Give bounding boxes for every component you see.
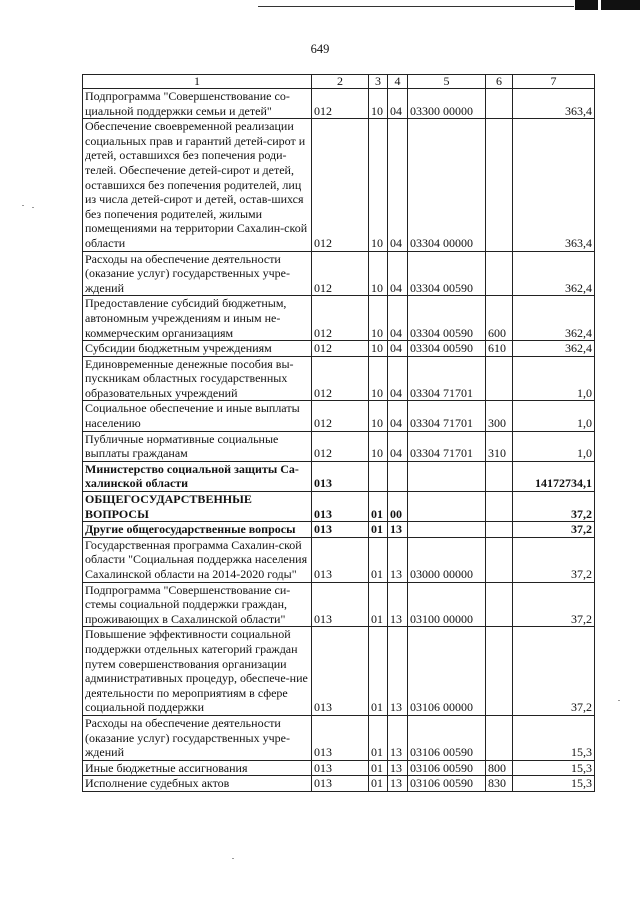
row-expense-type-cell (486, 627, 513, 716)
row-amount-cell: 1,0 (513, 401, 595, 431)
scan-speck (22, 205, 24, 206)
header-cell: 1 (83, 75, 312, 89)
row-target-article-cell: 03106 00590 (408, 776, 486, 792)
row-amount-cell: 15,3 (513, 760, 595, 776)
row-expense-type-cell: 610 (486, 341, 513, 357)
table-row (83, 492, 595, 522)
row-name-cell: Единовременные денежные пособия вы-пускникам областных государственных образовательных учреждений (83, 356, 312, 401)
row-ministry-code-cell: 013 (312, 776, 369, 792)
row-ministry-code-cell: 012 (312, 296, 369, 341)
table-row (83, 119, 595, 251)
row-name-cell: Расходы на обеспечение деятельности (оказание услуг) государственных учре-ждений (83, 715, 312, 760)
row-ministry-code-cell: 012 (312, 119, 369, 251)
row-ministry-code-cell: 012 (312, 341, 369, 357)
row-subsection-cell: 04 (388, 401, 408, 431)
table-row (83, 431, 595, 461)
table-row (83, 627, 595, 716)
row-amount-cell: 363,4 (513, 89, 595, 119)
table-row (83, 715, 595, 760)
row-target-article-cell (408, 522, 486, 538)
row-name-cell: ОБЩЕГОСУДАРСТВЕННЫЕ ВОПРОСЫ (83, 492, 312, 522)
scan-speck (618, 700, 620, 701)
budget-table (82, 74, 595, 792)
row-amount-cell: 362,4 (513, 341, 595, 357)
row-ministry-code-cell: 012 (312, 89, 369, 119)
row-expense-type-cell: 830 (486, 776, 513, 792)
row-ministry-code-cell: 012 (312, 431, 369, 461)
table-row (83, 401, 595, 431)
row-subsection-cell: 04 (388, 251, 408, 296)
row-target-article-cell: 03100 00000 (408, 582, 486, 627)
row-ministry-code-cell: 013 (312, 461, 369, 491)
table-row (83, 537, 595, 582)
row-ministry-code-cell: 013 (312, 582, 369, 627)
row-target-article-cell: 03000 00000 (408, 537, 486, 582)
table-row (83, 89, 595, 119)
row-expense-type-cell (486, 537, 513, 582)
row-amount-cell: 15,3 (513, 776, 595, 792)
row-target-article-cell: 03304 71701 (408, 431, 486, 461)
row-expense-type-cell: 300 (486, 401, 513, 431)
row-amount-cell: 37,2 (513, 537, 595, 582)
row-section-cell: 01 (369, 715, 388, 760)
row-expense-type-cell: 600 (486, 296, 513, 341)
row-amount-cell: 15,3 (513, 715, 595, 760)
row-expense-type-cell (486, 119, 513, 251)
row-section-cell: 10 (369, 356, 388, 401)
row-subsection-cell: 04 (388, 119, 408, 251)
row-section-cell: 01 (369, 582, 388, 627)
header-cell: 6 (486, 75, 513, 89)
scan-speck (232, 858, 234, 859)
row-amount-cell: 14172734,1 (513, 461, 595, 491)
row-section-cell: 10 (369, 341, 388, 357)
row-target-article-cell: 03304 00000 (408, 119, 486, 251)
row-subsection-cell: 04 (388, 431, 408, 461)
row-name-cell: Субсидии бюджетным учреждениям (83, 341, 312, 357)
row-subsection-cell: 13 (388, 776, 408, 792)
row-amount-cell: 37,2 (513, 492, 595, 522)
row-target-article-cell (408, 492, 486, 522)
row-section-cell: 01 (369, 522, 388, 538)
header-cell: 5 (408, 75, 486, 89)
row-name-cell: Министерство социальной защиты Са-халинской области (83, 461, 312, 491)
header-cell: 4 (388, 75, 408, 89)
row-target-article-cell: 03106 00590 (408, 715, 486, 760)
row-subsection-cell: 13 (388, 582, 408, 627)
row-name-cell: Подпрограмма "Совершенствование со-циальной поддержки семьи и детей" (83, 89, 312, 119)
row-name-cell: Подпрограмма "Совершенствование си-стемы социальной поддержки граждан, проживающих в Сахалинской области" (83, 582, 312, 627)
row-section-cell: 10 (369, 431, 388, 461)
row-section-cell (369, 461, 388, 491)
row-target-article-cell: 03106 00000 (408, 627, 486, 716)
row-target-article-cell: 03304 00590 (408, 251, 486, 296)
header-row (83, 75, 595, 89)
row-target-article-cell (408, 461, 486, 491)
row-name-cell: Повышение эффективности социальной поддержки отдельных категорий граждан путем совершенствования организации административных процедур, обеспече-ние деятельности по мероприятиям в сфере социальной поддержки (83, 627, 312, 716)
row-expense-type-cell (486, 461, 513, 491)
row-amount-cell: 37,2 (513, 522, 595, 538)
row-section-cell: 01 (369, 776, 388, 792)
row-subsection-cell: 00 (388, 492, 408, 522)
row-subsection-cell: 13 (388, 715, 408, 760)
table-row (83, 251, 595, 296)
row-ministry-code-cell: 013 (312, 537, 369, 582)
row-target-article-cell: 03304 00590 (408, 296, 486, 341)
row-name-cell: Другие общегосударственные вопросы (83, 522, 312, 538)
row-expense-type-cell (486, 522, 513, 538)
header-rule (258, 6, 574, 7)
row-ministry-code-cell: 013 (312, 627, 369, 716)
row-amount-cell: 362,4 (513, 296, 595, 341)
row-target-article-cell: 03304 00590 (408, 341, 486, 357)
row-section-cell: 10 (369, 89, 388, 119)
row-subsection-cell (388, 461, 408, 491)
row-name-cell: Публичные нормативные социальные выплаты гражданам (83, 431, 312, 461)
header-cell: 2 (312, 75, 369, 89)
table-row (83, 461, 595, 491)
row-name-cell: Предоставление субсидий бюджетным, автономным учреждениям и иным не-коммерческим организациям (83, 296, 312, 341)
header-cell: 7 (513, 75, 595, 89)
row-subsection-cell: 04 (388, 296, 408, 341)
row-section-cell: 01 (369, 537, 388, 582)
row-expense-type-cell (486, 582, 513, 627)
row-section-cell: 10 (369, 401, 388, 431)
table-row (83, 356, 595, 401)
row-subsection-cell: 04 (388, 356, 408, 401)
row-subsection-cell: 13 (388, 627, 408, 716)
row-target-article-cell: 03300 00000 (408, 89, 486, 119)
row-amount-cell: 363,4 (513, 119, 595, 251)
row-ministry-code-cell: 012 (312, 251, 369, 296)
row-target-article-cell: 03106 00590 (408, 760, 486, 776)
row-expense-type-cell (486, 89, 513, 119)
row-section-cell: 10 (369, 119, 388, 251)
table-row (83, 296, 595, 341)
row-section-cell: 01 (369, 760, 388, 776)
row-section-cell: 01 (369, 492, 388, 522)
row-subsection-cell: 13 (388, 522, 408, 538)
row-amount-cell: 37,2 (513, 627, 595, 716)
row-section-cell: 01 (369, 627, 388, 716)
row-subsection-cell: 04 (388, 89, 408, 119)
table-row (83, 582, 595, 627)
row-ministry-code-cell: 012 (312, 356, 369, 401)
row-name-cell: Расходы на обеспечение деятельности (оказание услуг) государственных учре-ждений (83, 251, 312, 296)
corner-mark-gap (598, 0, 601, 10)
row-amount-cell: 362,4 (513, 251, 595, 296)
row-name-cell: Иные бюджетные ассигнования (83, 760, 312, 776)
table-row (83, 522, 595, 538)
row-amount-cell: 37,2 (513, 582, 595, 627)
header-cell: 3 (369, 75, 388, 89)
row-ministry-code-cell: 012 (312, 401, 369, 431)
row-amount-cell: 1,0 (513, 356, 595, 401)
row-target-article-cell: 03304 71701 (408, 356, 486, 401)
row-ministry-code-cell: 013 (312, 522, 369, 538)
row-name-cell: Обеспечение своевременной реализации социальных прав и гарантий детей-сирот и детей, оставшихся без попечения роди-телей. Обеспечение детей-сирот и детей, оставшихся без попечения родителей, лиц из числа детей-сирот и детей, остав-шихся без попечения родителей, жилыми помещениями на территории Сахалин-ской области (83, 119, 312, 251)
row-section-cell: 10 (369, 251, 388, 296)
row-expense-type-cell: 310 (486, 431, 513, 461)
table-row (83, 341, 595, 357)
scan-speck (32, 207, 34, 208)
row-subsection-cell: 13 (388, 537, 408, 582)
row-ministry-code-cell: 013 (312, 492, 369, 522)
row-expense-type-cell (486, 715, 513, 760)
row-ministry-code-cell: 013 (312, 715, 369, 760)
row-expense-type-cell (486, 492, 513, 522)
row-name-cell: Социальное обеспечение и иные выплаты населению (83, 401, 312, 431)
corner-mark (575, 0, 640, 10)
row-expense-type-cell (486, 356, 513, 401)
row-name-cell: Исполнение судебных актов (83, 776, 312, 792)
page-number: 649 (310, 42, 330, 56)
row-subsection-cell: 04 (388, 341, 408, 357)
row-expense-type-cell (486, 251, 513, 296)
row-section-cell: 10 (369, 296, 388, 341)
table-row (83, 776, 595, 792)
row-name-cell: Государственная программа Сахалин-ской области "Социальная поддержка населения Сахалинской области на 2014-2020 годы" (83, 537, 312, 582)
row-target-article-cell: 03304 71701 (408, 401, 486, 431)
row-amount-cell: 1,0 (513, 431, 595, 461)
row-expense-type-cell: 800 (486, 760, 513, 776)
row-subsection-cell: 13 (388, 760, 408, 776)
table-row (83, 760, 595, 776)
row-ministry-code-cell: 013 (312, 760, 369, 776)
